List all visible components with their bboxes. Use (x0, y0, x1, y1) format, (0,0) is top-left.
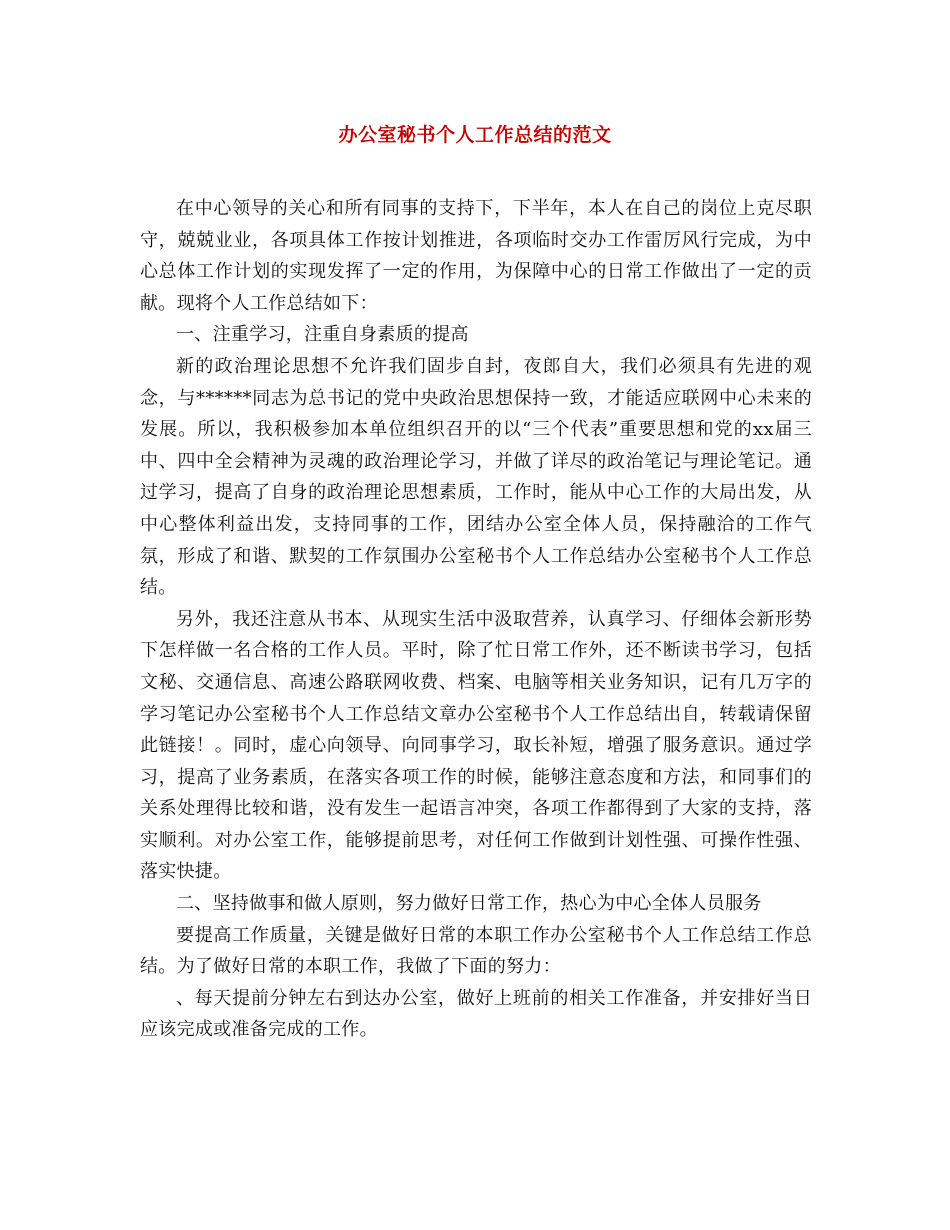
document-body (140, 193, 812, 1046)
section-heading-1: 一、注重学习，注重自身素质的提高 (176, 324, 469, 346)
document-title: 办公室秘书个人工作总结的范文 (338, 124, 612, 146)
body-paragraph: 、每天提前分钟左右到达办公室，做好上班前的相关工作准备，并安排好当日应该完成或准备完成的工作。 (140, 987, 812, 1041)
section-heading-2: 二、坚持做事和做人原则，努力做好日常工作，热心为中心全体人员服务 (176, 893, 762, 915)
body-paragraph: 新的政治理论思想不允许我们固步自封，夜郎自大，我们必须具有先进的观念，与******同志为总书记的党中央政治思想保持一致，才能适应联网中心未来的发展。所以，我积极参加本单位组织召开的以“三个代表”重要思想和党的xx届三中、四中全会精神为灵魂的政治理论学习，并做了详尽的政治笔记与理论笔记。通过学习，提高了自身的政治理论思想素质，工作时，能从中心工作的大局出发，从中心整体利益出发，支持同事的工作，团结办公室全体人员，保持融洽的工作气氛，形成了和谐、默契的工作氛围办公室秘书个人工作总结办公室秘书个人工作总结。 (140, 355, 812, 599)
body-paragraph: 要提高工作质量，关键是做好日常的本职工作办公室秘书个人工作总结工作总结。为了做好日常的本职工作，我做了下面的努力： (140, 924, 812, 978)
body-paragraph: 另外，我还注意从书本、从现实生活中汲取营养，认真学习、仔细体会新形势下怎样做一名合格的工作人员。平时，除了忙日常工作外，还不断读书学习，包括文秘、交通信息、高速公路联网收费、档案、电脑等相关业务知识，记有几万字的学习笔记办公室秘书个人工作总结文章办公室秘书个人工作总结出自，转载请保留此链接！。同时，虚心向领导、向同事学习，取长补短，增强了服务意识。通过学习，提高了业务素质，在落实各项工作的时候，能够注意态度和方法，和同事们的关系处理得比较和谐，没有发生一起语言冲突，各项工作都得到了大家的支持，落实顺利。对办公室工作，能够提前思考，对任何工作做到计划性强、可操作性强、落实快捷。 (140, 608, 812, 883)
intro-paragraph: 在中心领导的关心和所有同事的支持下，下半年，本人在自己的岗位上克尽职守，兢兢业业，各项具体工作按计划推进，各项临时交办工作雷厉风行完成，为中心总体工作计划的实现发挥了一定的作用，为保障中心的日常工作做出了一定的贡献。现将个人工作总结如下： (140, 198, 812, 314)
